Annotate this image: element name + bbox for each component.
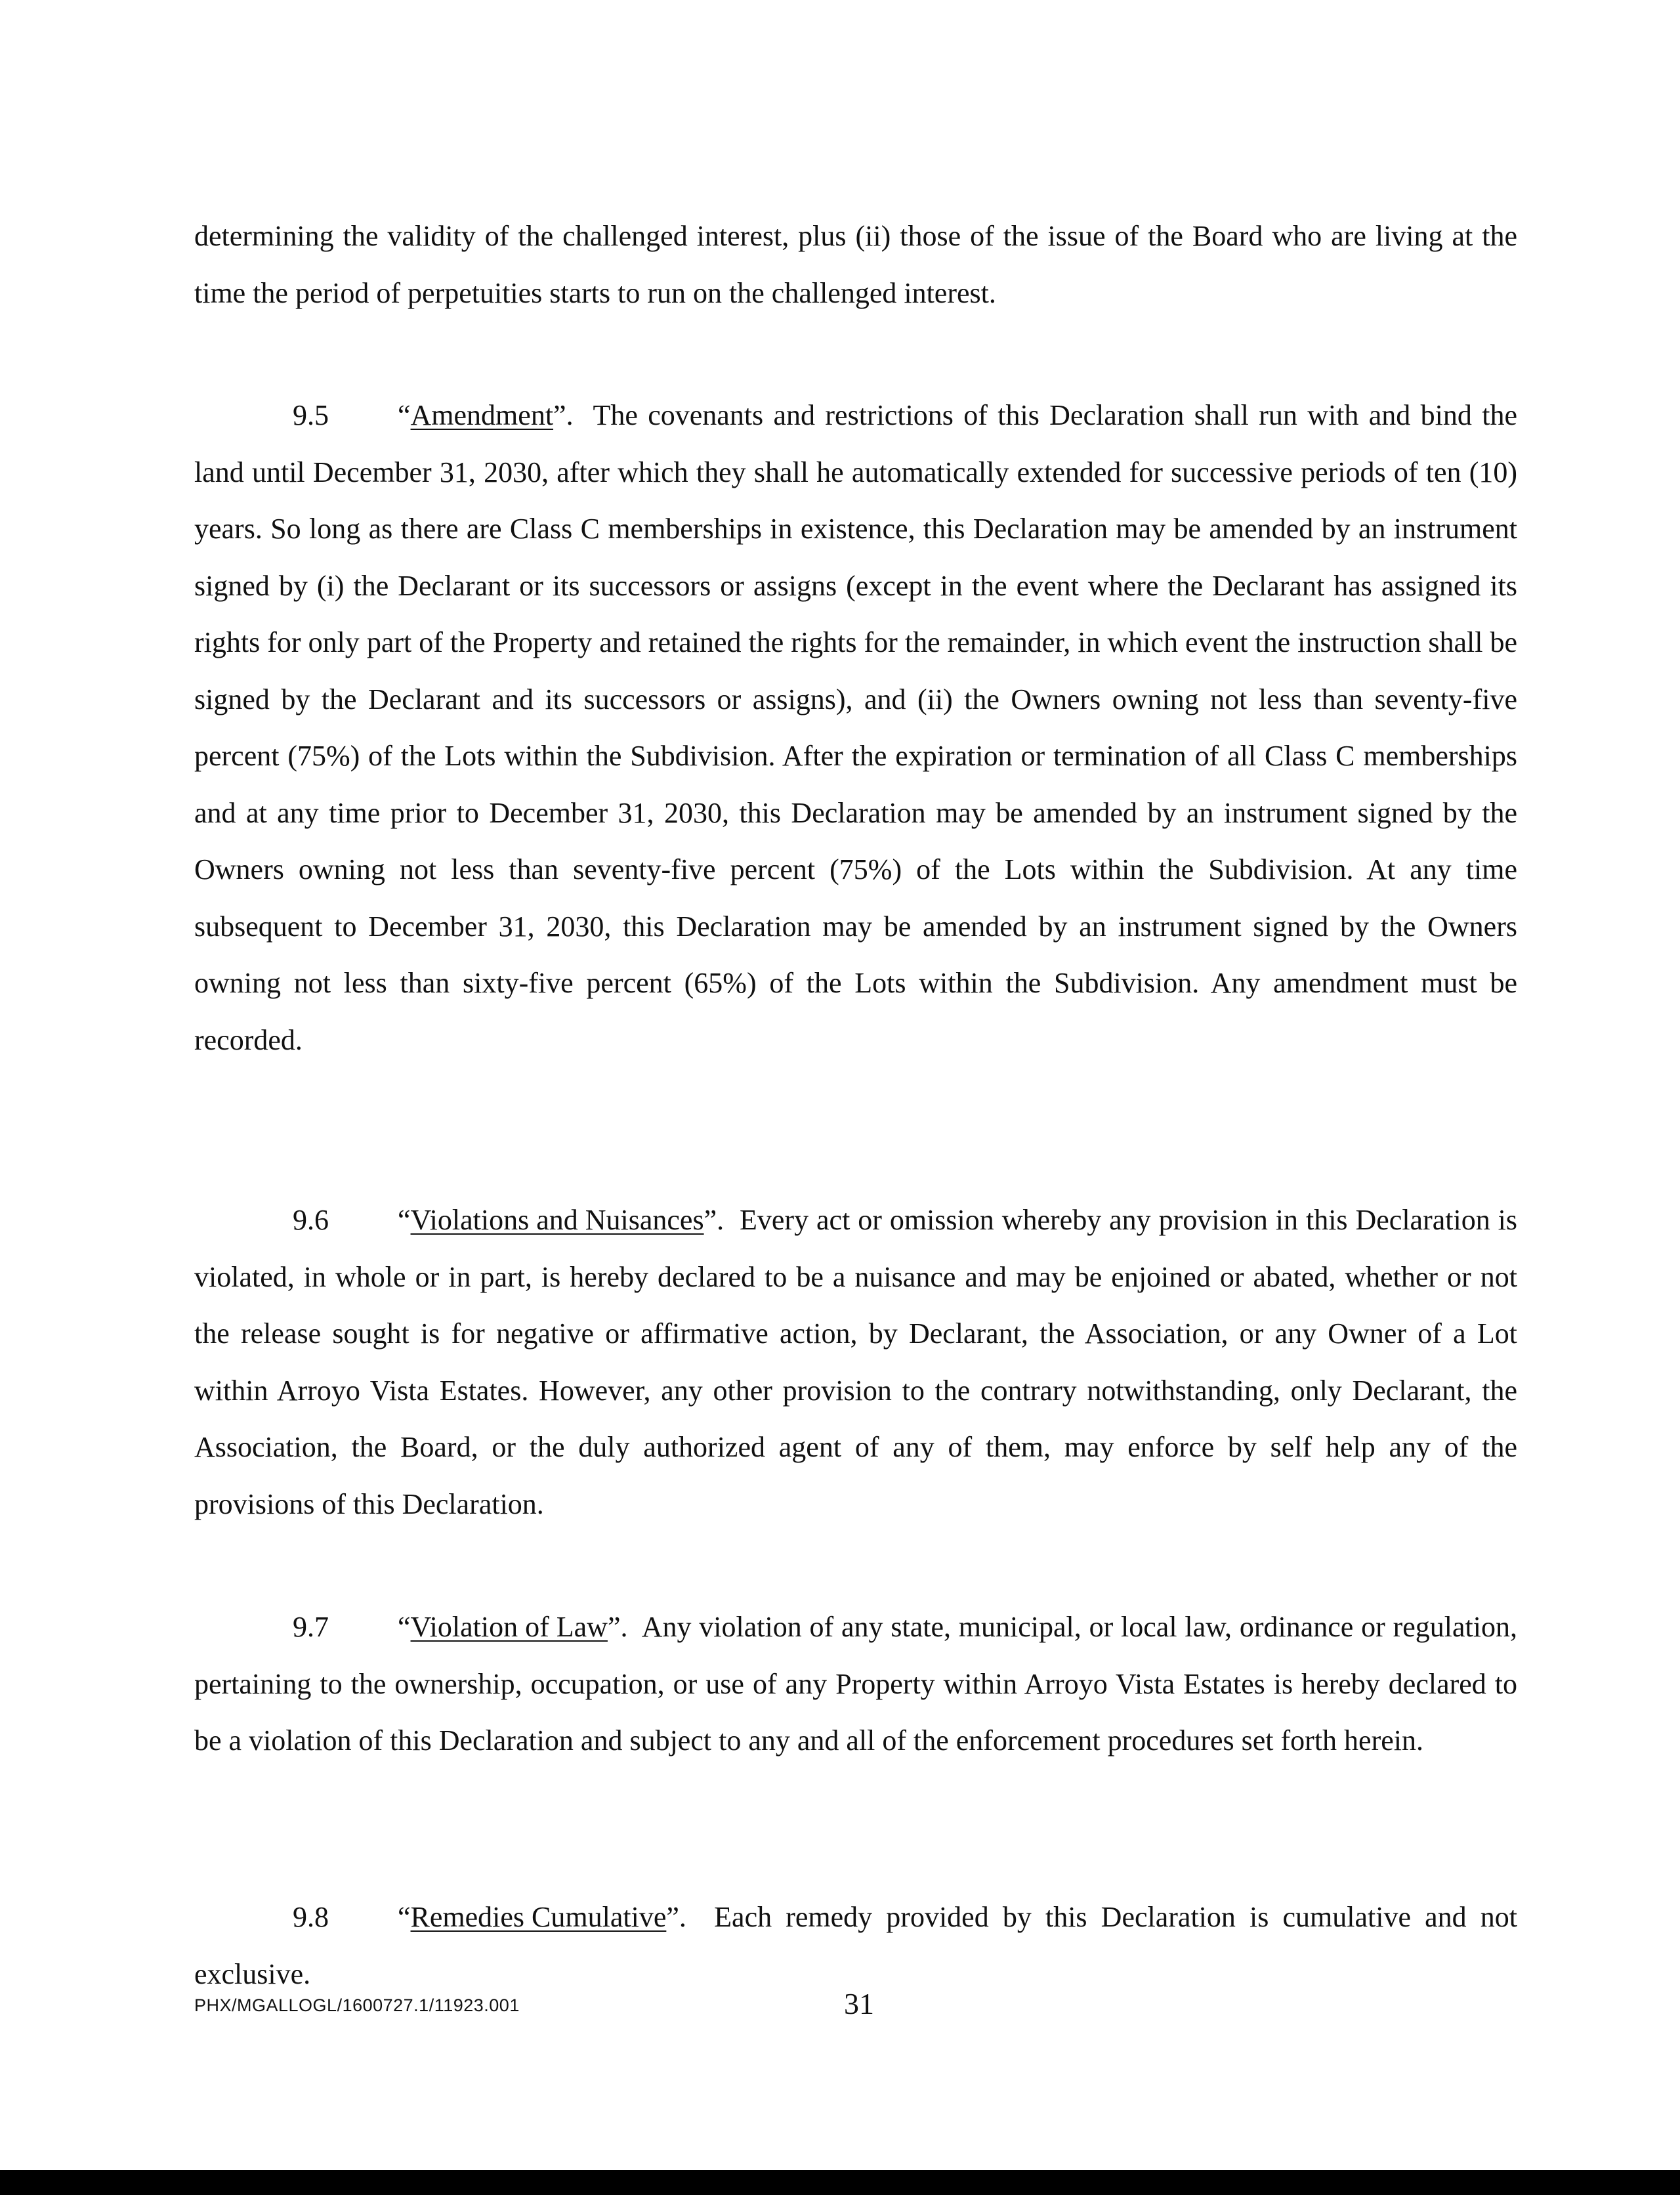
section-title: Remedies Cumulative: [410, 1901, 667, 1933]
section-title: Violation of Law: [410, 1611, 608, 1643]
section-body: Each remedy provided by this Declaration is cumulative and not exclusive.: [194, 1901, 1518, 1990]
section-number: 9.8: [293, 1901, 329, 1933]
section-9-8: 9.8 “Remedies Cumulative”. Each remedy provided by this Declaration is cumulative and not exclusive.: [194, 1889, 1517, 2003]
page-number: 31: [844, 1987, 874, 2020]
section-9-7: 9.7 “Violation of Law”. Any violation of any state, municipal, or local law, ordinance or regulation, pertaining to the ownership, occupation, or use of any Property within Arroyo Vista Estates is hereby declared to be a violation of this Declaration and subject to any and all of the enforcement procedures set forth herein.: [194, 1599, 1517, 1770]
footer-document-code: PHX/MGALLOGL/1600727.1/11923.001: [194, 1995, 520, 2015]
paragraph-continuation: determining the validity of the challenged interest, plus (ii) those of the issue of the Board who are living at the time the period of perpetuities starts to run on the challenged interest.: [194, 220, 1517, 309]
section-body: The covenants and restrictions of this Declaration shall run with and bind the land until December 31, 2030, after which they shall he automatically extended for successive periods of ten (10) years. So long as there are Class C memberships in existence, this Declaration may be amended by an instrument signed by (i) the Declarant or its successors or assigns (except in the event where the Declarant has assigned its rights for only part of the Property and retained the rights for the remainder, in which event the instruction shall be signed by the Declarant and its successors or assigns), and (ii) the Owners owning not less than seventy-five percent (75%) of the Lots within the Subdivision. After the expiration or termination of all Class C memberships and at any time prior to December 31, 2030, this Declaration may be amended by an instrument signed by the Owners owning not less than seventy-five percent (75%) of the Lots within the Subdivision. At any time subsequent to December 31, 2030, this Declaration may be amended by an instrument signed by the Owners owning not less than sixty-five percent (65%) of the Lots within the Subdivision. Any amendment must be recorded.: [194, 399, 1517, 1056]
section-body: Any violation of any state, municipal, or local law, ordinance or regulation, pertaining to the ownership, occupation, or use of any Property within Arroyo Vista Estates is hereby declared to be a violation of this Declaration and subject to any and all of the enforcement procedures set forth herein.: [194, 1611, 1517, 1757]
section-body: Every act or omission whereby any provision in this Declaration is violated, in whole or in part, is hereby declared to be a nuisance and may be enjoined or abated, whether or not the release sought is for negative or affirmative action, by Declarant, the Association, or any Owner of a Lot within Arroyo Vista Estates. However, any other provision to the contrary notwithstanding, only Declarant, the Association, the Board, or the duly authorized agent of any of them, may enforce by self help any of the provisions of this Declaration.: [194, 1204, 1517, 1520]
scan-edge-bar: [0, 2170, 1680, 2195]
section-9-5: 9.5 “Amendment”. The covenants and restrictions of this Declaration shall run with and bind the land until December 31, 2030, after which they shall he automatically extended for successive periods of ten (10) years. So long as there are Class C memberships in existence, this Declaration may be amended by an instrument signed by (i) the Declarant or its successors or assigns (except in the event where the Declarant has assigned its rights for only part of the Property and retained the rights for the remainder, in which event the instruction shall be signed by the Declarant and its successors or assigns), and (ii) the Owners owning not less than seventy-five percent (75%) of the Lots within the Subdivision. After the expiration or termination of all Class C memberships and at any time prior to December 31, 2030, this Declaration may be amended by an instrument signed by the Owners owning not less than seventy-five percent (75%) of the Lots within the Subdivision. At any time subsequent to December 31, 2030, this Declaration may be amended by an instrument signed by the Owners owning not less than sixty-five percent (65%) of the Lots within the Subdivision. Any amendment must be recorded.: [194, 387, 1517, 1069]
section-number: 9.6: [293, 1204, 329, 1236]
section-number: 9.5: [293, 399, 329, 431]
section-number: 9.7: [293, 1611, 329, 1643]
section-title: Violations and Nuisances: [410, 1204, 704, 1236]
section-title: Amendment: [410, 399, 554, 431]
section-9-6: 9.6 “Violations and Nuisances”. Every act or omission whereby any provision in this Declaration is violated, in whole or in part, is hereby declared to be a nuisance and may be enjoined or abated, whether or not the release sought is for negative or affirmative action, by Declarant, the Association, or any Owner of a Lot within Arroyo Vista Estates. However, any other provision to the contrary notwithstanding, only Declarant, the Association, the Board, or the duly authorized agent of any of them, may enforce by self help any of the provisions of this Declaration.: [194, 1192, 1517, 1533]
